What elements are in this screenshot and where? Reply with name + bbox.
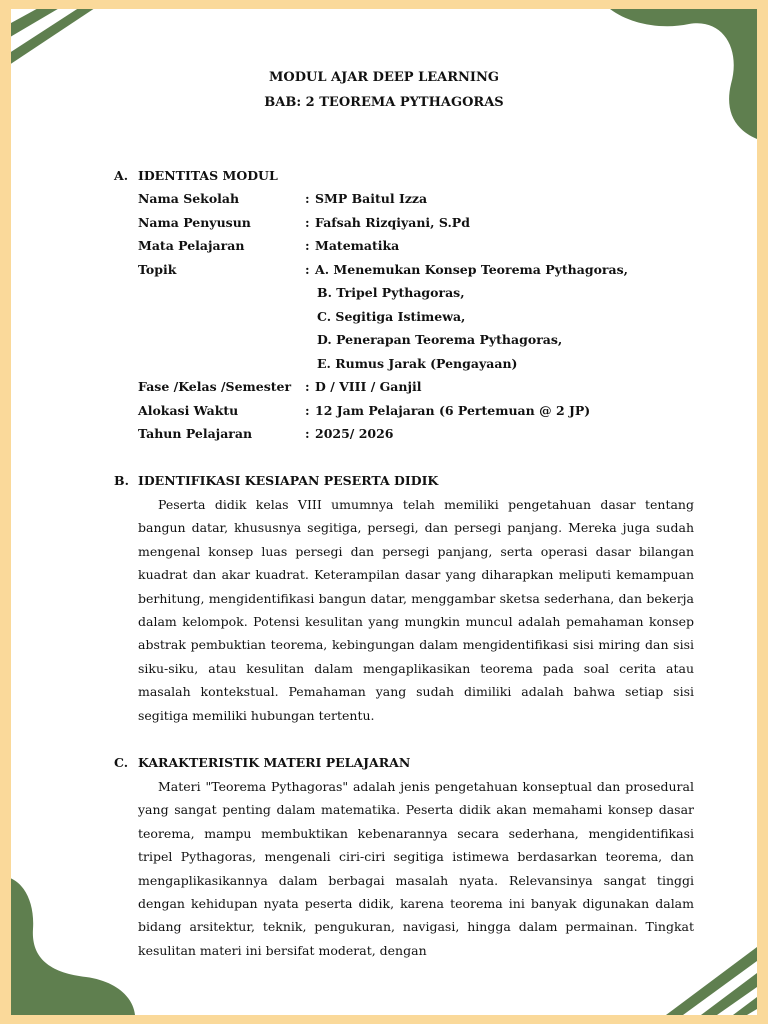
section-b-paragraph: Peserta didik kelas VIII umumnya telah memiliki pengetahuan dasar tentang bangun datar, khususnya segitiga, persegi, dan persegi panjang. Mereka juga sudah mengenal konsep luas persegi dan persegi panjang, serta operasi dasar bilangan kuadrat dan akar kuadrat. Keterampilan dasar yang diharapkan meliputi kemampuan berhitung, mengidentifikasi bangun datar, menggambar sketsa sederhana, dan bekerja dalam kelompok. Potensi kesulitan yang mungkin muncul adalah pemahaman konsep abstrak pembuktian teorema, kebingungan dalam mengidentifikasi sisi miring dan sisi siku-siku, atau kesulitan dalam mengaplikasikan teorema pada soal cerita atau masalah kontekstual. Pemahaman yang sudah dimiliki adalah bahwa setiap sisi segitiga memiliki hubungan tertentu. [138,497,694,723]
section-title: IDENTIFIKASI KESIAPAN PESERTA DIDIK [138,473,439,488]
section-letter: C. [114,755,129,770]
section-letter: A. [114,168,129,183]
section-c-paragraph: Materi "Teorema Pythagoras" adalah jenis pengetahuan konseptual dan prosedural yang sangat penting dalam matematika. Peserta didik akan memahami konsep dasar teorema, mampu membuktikan kebenarannya secara sederhana, mengidentifikasi tripel Pythagoras, mengenali ciri-ciri segitiga istimewa berdasarkan teorema, dan mengaplikasikannya dalam berbagai masalah nyata. Relevansinya sangat tinggi dengan kehidupan nyata peserta didik, karena teorema ini banyak digunakan dalam bidang arsitektur, teknik, pengukuran, navigasi, hingga dalam permainan. Tingkat kesulitan materi ini bersifat moderat, dengan [138,779,694,958]
topic-item: E. Rumus Jarak (Pengayaan) [317,356,518,371]
row-colon: : [305,403,310,418]
row-colon: : [305,262,310,277]
row-label: Alokasi Waktu [138,403,239,418]
section-title: KARAKTERISTIK MATERI PELAJARAN [138,755,411,770]
row-colon: : [305,238,310,253]
row-value: Fafsah Rizqiyani, S.Pd [315,215,470,230]
row-colon: : [305,426,310,441]
row-label: Mata Pelajaran [138,238,245,253]
row-value: A. Menemukan Konsep Teorema Pythagoras, [315,262,628,277]
section-letter: B. [114,473,129,488]
row-value: SMP Baitul Izza [315,191,428,206]
row-colon: : [305,379,310,394]
row-label: Tahun Pelajaran [138,426,253,441]
topic-item: D. Penerapan Teorema Pythagoras, [317,332,563,347]
row-label: Nama Sekolah [138,191,240,206]
document-title: MODUL AJAR DEEP LEARNING [269,70,499,85]
row-colon: : [305,191,310,206]
row-value: 12 Jam Pelajaran (6 Pertemuan @ 2 JP) [315,403,591,418]
row-colon: : [305,215,310,230]
row-label: Nama Penyusun [138,215,251,230]
row-label: Topik [138,262,177,277]
topic-item: B. Tripel Pythagoras, [317,285,465,300]
row-label: Fase /Kelas /Semester [138,379,292,394]
section-title: IDENTITAS MODUL [138,168,278,183]
section-c-heading [114,755,410,770]
row-value: Matematika [315,238,400,253]
section-b-heading [114,473,438,488]
document-page [11,9,757,1015]
chapter-title: BAB: 2 TEOREMA PYTHAGORAS [264,95,504,110]
row-value: 2025/ 2026 [315,426,394,441]
topic-item: C. Segitiga Istimewa, [317,309,466,324]
section-a-heading [114,168,278,183]
row-value: D / VIII / Ganjil [315,379,422,394]
